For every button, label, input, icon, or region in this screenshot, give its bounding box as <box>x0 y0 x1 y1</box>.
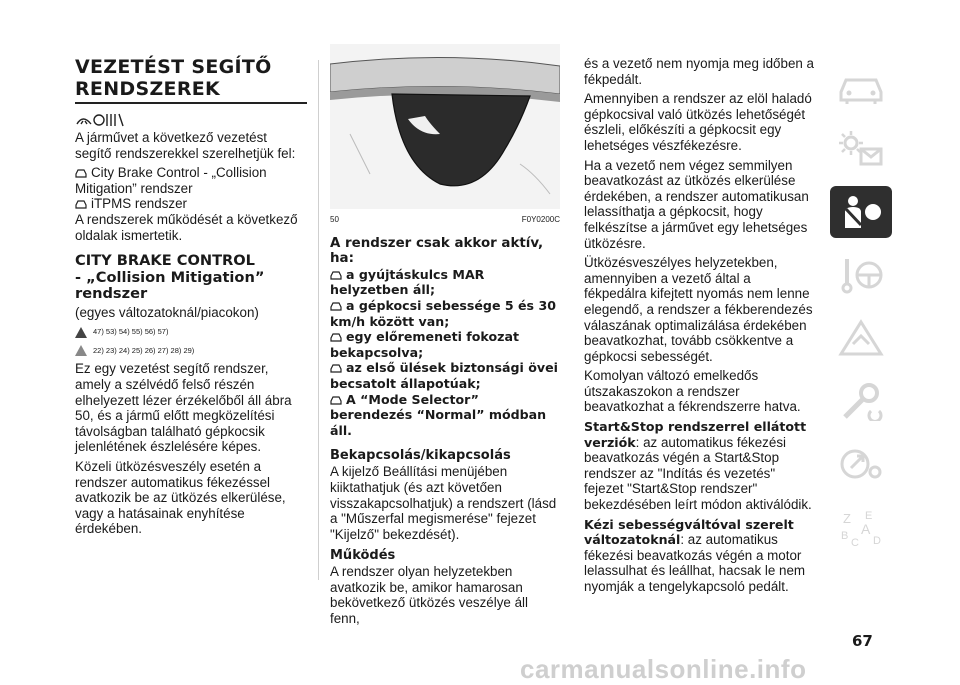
driver-assist-symbols-icon <box>75 110 127 128</box>
paragraph: Közeli ütközésveszély esetén a rendszer automatikus fékezéssel avatkozik be az ütközés elkerülése, vagy a hatásainak enyhítése érdekében. <box>75 459 286 537</box>
alphabet-index-icon <box>837 507 885 547</box>
key-steering-wheel-icon <box>837 255 885 295</box>
condition-item: a gyújtáskulcs MAR helyzetben áll; <box>330 266 485 298</box>
car-icon <box>837 66 885 106</box>
car-bullet-icon <box>75 200 87 209</box>
warning-triangle-icon <box>75 327 87 338</box>
paragraph: Komolyan változó emelkedős útszakaszokon a rendszer beavatkozhat a fékrendszerre hatva. <box>584 368 801 415</box>
operation-text: A rendszer olyan helyzetekben avatkozik be, amikor hamarosan bekövetkező ütközés veszélye áll fenn, <box>330 564 528 627</box>
page-number: 67 <box>852 632 873 650</box>
svg-text:C: C <box>851 537 859 547</box>
svg-text:D: D <box>873 535 881 547</box>
tab-emergency[interactable] <box>830 312 892 364</box>
figure-code: F0Y0200C <box>521 215 560 224</box>
tab-vehicle[interactable] <box>830 60 892 112</box>
operation-heading: Működés <box>330 548 396 564</box>
intro-text-2: A rendszerek működését a következő oldalak ismertetik. <box>75 211 298 243</box>
start-stop-heading: Start&Stop rendszerrel ellátott verziók <box>584 419 807 450</box>
car-bullet-icon <box>330 333 342 342</box>
onoff-text: A kijelző Beállítási menüjében kiiktathatjuk (és azt követően visszakapcsolhatjuk) a rendszert (lásd a "Műszerfal megismerése" fejezet "Kijelző" bekezdését). <box>330 464 557 542</box>
middle-column <box>330 44 560 631</box>
condition-item: a gépkocsi sebessége 5 és 30 km/h között van; <box>330 297 556 329</box>
conditions-list <box>330 267 560 439</box>
paragraph: Ha a vezető nem végez semmilyen beavatkozást az ütközés elkerülése érdekében, a rendszer automatikusan lelassíthatja a gépkocsit, hogy felkészítse a járművet egy lehetséges ütközésre. <box>584 157 809 251</box>
right-column <box>584 56 814 599</box>
figure-caption <box>330 212 560 228</box>
bullet-item: iTPMS rendszer <box>75 196 307 212</box>
car-bullet-icon <box>75 169 87 178</box>
warning-triangle-icon <box>75 345 87 356</box>
car-bullet-icon <box>330 302 342 311</box>
tab-maintenance[interactable] <box>830 375 892 427</box>
condition-item: az első ülések biztonsági övei becsatolt állapotúak; <box>330 360 558 391</box>
svg-text:B: B <box>841 530 849 542</box>
active-conditions-heading: A rendszer csak akkor aktív, ha: <box>330 235 544 267</box>
cbc-heading: CITY BRAKE CONTROL - „Collision Mitigation” rendszer <box>75 252 265 303</box>
start-stop-paragraph: Start&Stop rendszerrel ellátott verziók: az automatikus fékezési beavatkozás végén a Start&Stop rendszer az "Indítás és vezetés" fejezet "Start&Stop rendszer" bekezdésében leírt módon aktiválódik. <box>584 419 812 513</box>
feature-icons <box>75 110 307 130</box>
reference-row: 47) 53) 54) 55) 56) 57) <box>75 324 307 340</box>
onoff-heading: Bekapcsolás/kikapcsolás <box>330 448 511 464</box>
figure-windshield-sensor <box>330 44 560 209</box>
paragraph: Ez egy vezetést segítő rendszer, amely a szélvédő felső részén elhelyezett lézer érzékelőből áll ábra 50, és a jármű előtt megközelítési távolságban található gépkocsik jelenlétének észlelésére képes. <box>75 361 292 455</box>
windshield-sensor-illustration <box>330 44 560 209</box>
manual-gearbox-heading: Kézi sebességváltóval szerelt változatoknál <box>584 516 794 548</box>
title-underline <box>75 102 307 104</box>
section-title-line-2: RENDSZEREK <box>75 78 221 100</box>
svg-text:E: E <box>865 510 873 522</box>
chapter-sidebar <box>830 60 895 564</box>
svg-text:Z: Z <box>843 511 851 526</box>
tab-index[interactable] <box>830 501 892 553</box>
technical-data-icon <box>837 444 885 484</box>
section-title-line-1: VEZETÉST SEGÍTŐ <box>75 56 272 78</box>
paragraph: és a vezető nem nyomja meg időben a fékpedált. <box>584 56 815 87</box>
paragraph: Amennyiben a rendszer az elöl haladó gépkocsival való ütközés lehetőségét észleli, előkészíti a gépkocsit egy lehetséges vészfékezésre. <box>584 91 812 153</box>
warning-light-envelope-icon <box>837 129 885 169</box>
seatbelt-airbag-icon <box>837 192 885 232</box>
left-column <box>75 56 307 541</box>
intro-text: A járművet a következő vezetést segítő rendszerekkel szerelhetjük fel: <box>75 130 296 161</box>
car-bullet-icon <box>330 396 342 405</box>
paragraph: Ütközésveszélyes helyzetekben, amennyiben a vezető által a fékpedálra kifejtett nyomás nem lenne elegendő, a rendszer a fékberendezés válaszának optimalizálása érdekében beavatkozhat, tovább csökkentve a gépkocsi sebességét. <box>584 255 813 364</box>
tab-lights-messages[interactable] <box>830 123 892 175</box>
footer-watermark[interactable]: carmanualsonline.info <box>520 654 807 684</box>
tab-safety[interactable] <box>830 186 892 238</box>
car-bullet-icon <box>330 271 342 280</box>
manual-gearbox-paragraph: Kézi sebességváltóval szerelt változatoknál: az automatikus fékezési beavatkozás végén a motor lelassulhat és leállhat, hacsak le nem nyomják a tengelykapcsoló pedált. <box>584 516 806 594</box>
wrench-icon <box>837 381 885 421</box>
cbc-subtitle: (egyes változatoknál/piacokon) <box>75 304 259 320</box>
bullet-item: City Brake Control - „Collision Mitigation” rendszer <box>75 165 267 196</box>
emergency-triangle-icon <box>837 318 885 358</box>
figure-number: 50 <box>330 215 339 224</box>
condition-item: A “Mode Selector” berendezés “Normal” módban áll. <box>330 391 547 438</box>
car-bullet-icon <box>330 364 342 373</box>
reference-row: 22) 23) 24) 25) 26) 27) 28) 29) <box>75 343 307 359</box>
column-divider <box>318 60 319 580</box>
condition-item: egy előremeneti fokozat bekapcsolva; <box>330 329 519 360</box>
tab-starting-driving[interactable] <box>830 249 892 301</box>
svg-text:A: A <box>861 521 871 537</box>
tab-technical-data[interactable] <box>830 438 892 490</box>
